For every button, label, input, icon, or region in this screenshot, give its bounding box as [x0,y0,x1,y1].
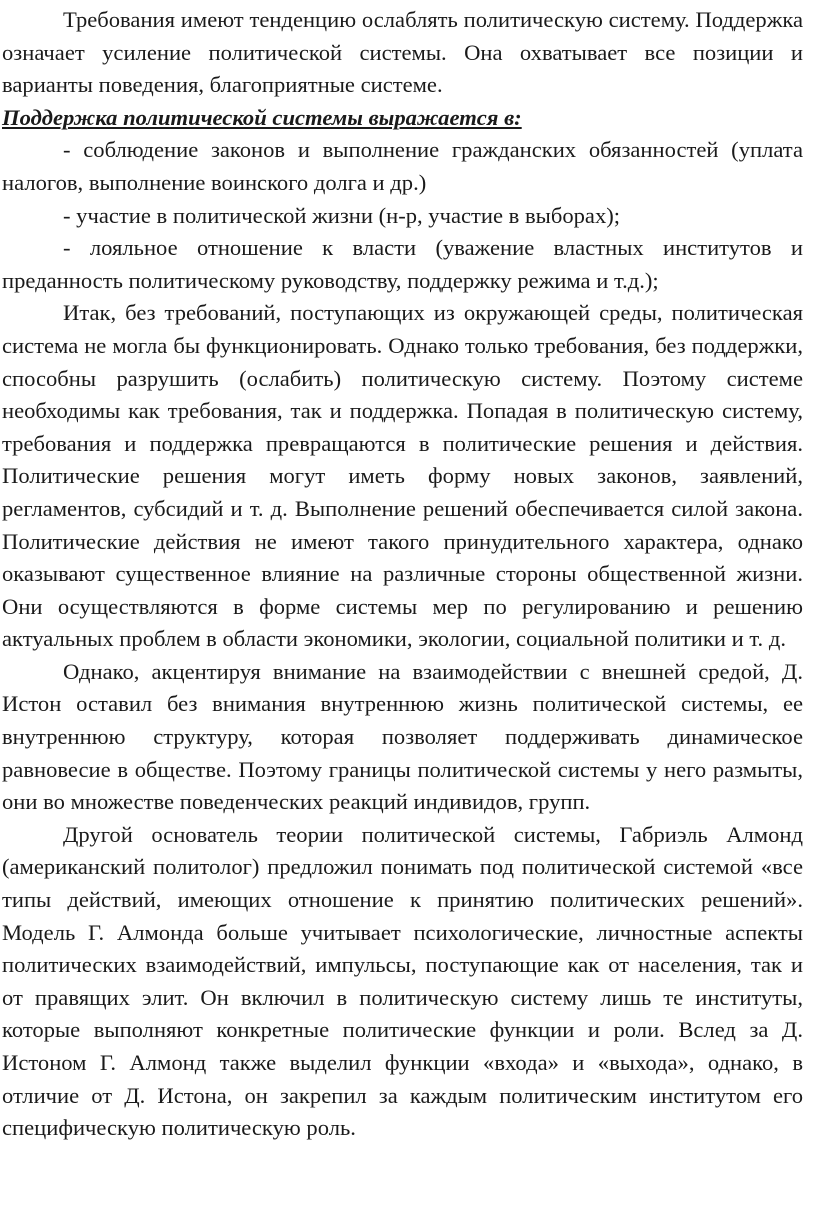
paragraph-almond: Другой основатель теории политической системы, Габриэль Алмонд (американский политолог) предложил понимать под политической системой «все типы действий, имеющих отношение к принятию политических решений». Модель Г. Алмонда больше учитывает психологические, личностные аспекты политических взаимодействий, импульсы, поступающие как от населения, так и от правящих элит. Он включил в политическую систему лишь те институты, которые выполняют конкретные политические функции и роли. Вслед за Д. Истоном Г. Алмонд также выделил функции «входа» и «выхода», однако, в отличие от Д. Истона, он закрепил за каждым политическим институтом его специфическую политическую роль. [2,821,803,1141]
list-item-loyalty: - лояльное отношение к власти (уважение властных институтов и преданность политическому руководству, поддержку режима и т.д.); [2,235,803,293]
list-item-participation: - участие в политической жизни (н-р, участие в выборах); [63,202,621,228]
paragraph-demands-support: Требования имеют тенденцию ослаблять политическую систему. Поддержка означает усиление политической системы. Она охватывает все позиции и варианты поведения, благоприятные системе. [2,7,803,98]
heading-text: Поддержка политической системы выражается в: [2,104,522,130]
list-item-laws: - соблюдение законов и выполнение гражданских обязанностей (уплата налогов, выполнение воинского долга и др.) [2,137,803,195]
document-page [2,4,803,1145]
paragraph-easton: Однако, акцентируя внимание на взаимодействии с внешней средой, Д. Истон оставил без внимания внутреннюю жизнь политической системы, ее внутреннюю структуру, которая позволяет поддерживать динамическое равновесие в обществе. Поэтому границы политической системы у него размыты, они во множестве поведенческих реакций индивидов, групп. [2,658,803,815]
paragraph-conclusion: Итак, без требований, поступающих из окружающей среды, политическая система не могла бы функционировать. Однако только требования, без поддержки, способны разрушить (ослабить) политическую систему. Поэтому системе необходимы как требования, так и поддержка. Попадая в политическую систему, требования и поддержка превращаются в политические решения и действия. Политические решения могут иметь форму новых законов, заявлений, регламентов, субсидий и т. д. Выполнение решений обеспечивается силой закона. Политические действия не имеют такого принудительного характера, однако оказывают существенное влияние на различные стороны общественной жизни. Они осуществляются в форме системы мер по регулированию и решению актуальных проблем в области экономики, экологии, социальной политики и т. д. [2,300,803,652]
section-heading [2,102,803,135]
